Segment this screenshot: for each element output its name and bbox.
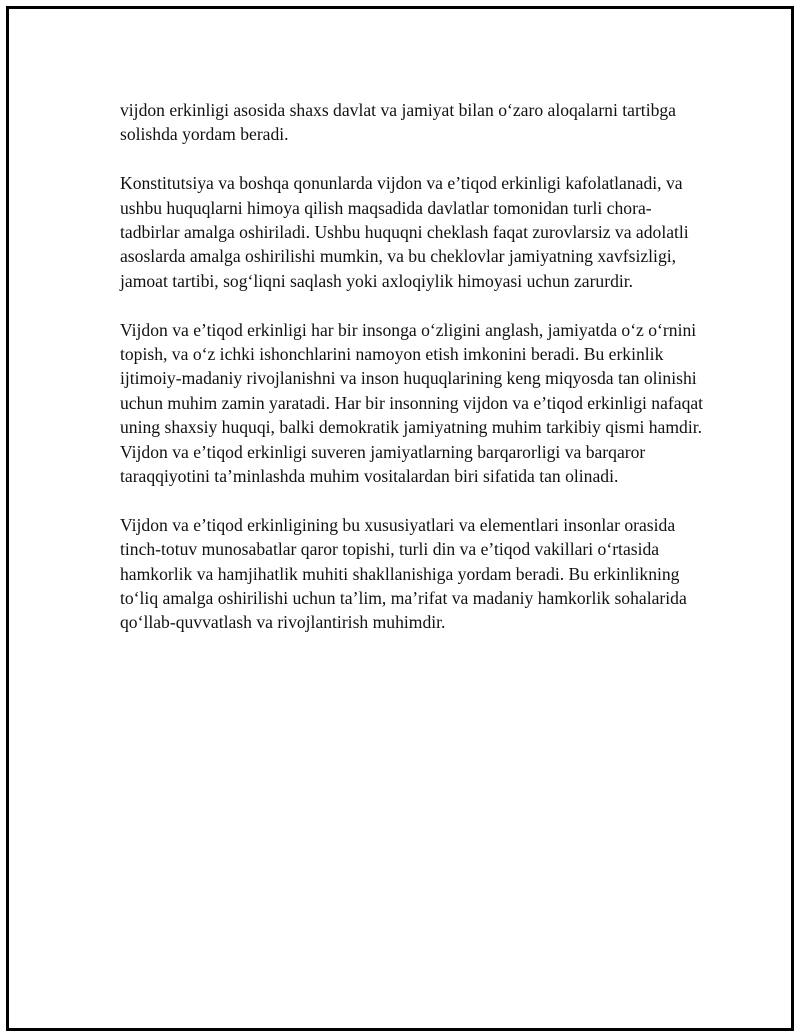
paragraph-2: Konstitutsiya va boshqa qonunlarda vijdon va e’tiqod erkinligi kafolatlanadi, va ushbu huquqlarni himoya qilish maqsadida davlatlar tomonidan turli chora-tadbirlar amalga oshiriladi. Ushbu huquqni cheklash faqat zurovlarsiz va adolatli asoslarda amalga oshirilishi mumkin, va bu cheklovlar jamiyatning xavfsizligi, jamoat tartibi, sog‘liqni saqlash yoki axloqiylik himoyasi uchun zarurdir. [120,173,689,291]
document-body [120,98,710,635]
page-frame [6,6,794,1031]
paragraph-4: Vijdon va e’tiqod erkinligining bu xususiyatlari va elementlari insonlar orasida tinch-totuv munosabatlar qaror topishi, turli din va e’tiqod vakillari o‘rtasida hamkorlik va hamjihatlik muhiti shakllanishiga yordam beradi. Bu erkinlikning to‘liq amalga oshirilishi uchun ta’lim, ma’rifat va madaniy hamkorlik sohalarida qo‘llab-quvvatlash va rivojlantirish muhimdir. [120,514,687,633]
paragraph-3: Vijdon va e’tiqod erkinligi har bir insonga o‘zligini anglash, jamiyatda o‘z o‘rnini topish, va o‘z ichki ishonchlarini namoyon etish imkonini beradi. Bu erkinlik ijtimoiy-madaniy rivojlanishni va inson huquqlarining keng miqyosda tan olinishi uchun muhim zamin yaratadi. Har bir insonning vijdon va e’tiqod erkinligi nafaqat uning shaxsiy huquqi, balki demokratik jamiyatning muhim tarkibiy qismi hamdir. Vijdon va e’tiqod erkinligi suveren jamiyatlarning barqarorligi va barqaror taraqqiyotini ta’minlashda muhim vositalardan biri sifatida tan olinadi. [120,319,704,487]
paragraph-1: vijdon erkinligi asosida shaxs davlat va jamiyat bilan o‘zaro aloqalarni tartibga solishda yordam beradi. [120,100,676,145]
